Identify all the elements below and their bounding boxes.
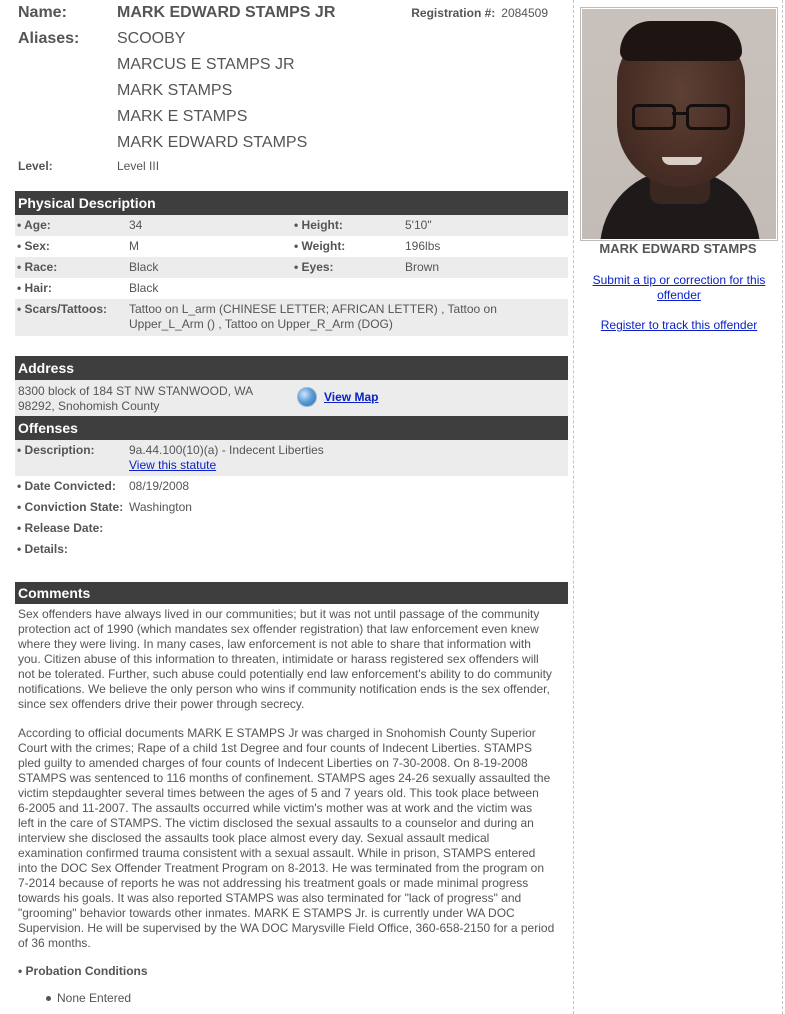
registration-value: 2084509 (501, 6, 548, 20)
comment-line: where they were living. In many cases, law enforcement is not able to share that information with (18, 637, 531, 651)
comment-line: notifications. We believe the only person who wins if community notification ends is the sex offender, (18, 682, 550, 696)
glasses-lens-right (686, 104, 730, 130)
address-line: 8300 block of 184 ST NW STANWOOD, WA (18, 384, 254, 398)
scars-line: Upper_L_Arm () , Tattoo on Upper_R_Arm (DOG) (129, 317, 393, 331)
age-height-row (15, 215, 568, 236)
photo-caption: MARK EDWARD STAMPS (599, 241, 757, 256)
comment-line: examination confirmed trauma consistent with a sexual assault. While in prison, STAMPS entered (18, 846, 536, 860)
weight-label: • Weight: (294, 239, 346, 253)
registration-number (411, 6, 548, 20)
comment-line: According to official documents MARK E STAMPS Jr was charged in Snohomish County Superior (18, 726, 536, 740)
description-label: • Description: (17, 443, 95, 457)
comment-line: Sex offenders have always lived in our communities; but it was not until passage of the community (18, 607, 540, 621)
height-label: • Height: (294, 218, 343, 232)
offender-name: MARK EDWARD STAMPS JR (117, 4, 336, 21)
date-convicted-value: 08/19/2008 (129, 479, 190, 493)
conviction-state-row (15, 497, 568, 518)
eyes-label: • Eyes: (294, 260, 334, 274)
comments-body (15, 604, 568, 951)
age-label: • Age: (17, 218, 51, 232)
comment-line: left in the care of STAMPS. The victim disclosed the sexual assaults to a counselor and during an (18, 816, 534, 830)
register-track-link[interactable]: Register to track this offender (600, 318, 758, 332)
eyes-value: Brown (405, 260, 440, 274)
details-row (15, 539, 568, 560)
conviction-state-label: • Conviction State: (17, 500, 124, 514)
description-value (129, 443, 324, 473)
address-text (18, 384, 253, 414)
submit-tip-line: offender (657, 288, 701, 302)
photo-mouth (662, 157, 702, 165)
comment-line: into the DOC Sex Offender Treatment Program on 8-2013. He was terminated from the program on (18, 861, 545, 875)
submit-tip-link[interactable] (593, 273, 766, 302)
level-row (18, 159, 159, 173)
sex-weight-row (15, 236, 568, 257)
view-statute-link[interactable]: View this statute (129, 458, 217, 472)
physical-description-section (15, 191, 568, 336)
comment-line: 6-2005 and 11-2007. The assaults occurred while victim's mother was at work and the victim was (18, 801, 533, 815)
view-map-link[interactable]: View Map (324, 390, 379, 404)
comments-paragraph-2 (18, 726, 565, 951)
physical-description-title: Physical Description (15, 191, 568, 215)
alias-item: MARK STAMPS (117, 82, 233, 99)
address-row (15, 380, 568, 416)
race-eyes-row (15, 257, 568, 278)
alias-item: SCOOBY (117, 30, 186, 47)
sex-label: • Sex: (17, 239, 50, 253)
scars-row (15, 299, 568, 336)
aliases-label: Aliases: (18, 30, 80, 47)
sidebar (573, 0, 783, 1014)
comment-line: not be tolerated. Further, such abuse could potentially end law enforcement's ability to do community (18, 667, 552, 681)
comment-line: Court with the crimes; Rape of a child 1st Degree and four counts of Indecent Liberties. STAMPS (18, 741, 533, 755)
hair-value: Black (129, 281, 159, 295)
scars-line: Tattoo on L_arm (CHINESE LETTER; AFRICAN LETTER) , Tattoo on (129, 302, 497, 316)
hair-row (15, 278, 568, 299)
alias-item: MARK EDWARD STAMPS (117, 134, 308, 151)
release-date-label: • Release Date: (17, 521, 104, 535)
probation-item-text: None Entered (57, 991, 132, 1005)
name-row (15, 0, 568, 26)
comment-line: Supervision. He will be supervised by the WA DOC Marysville Field Office, 360-658-2150 for a period (18, 921, 555, 935)
offense-description: 9a.44.100(10)(a) - Indecent Liberties (129, 443, 324, 457)
comments-section (15, 582, 568, 1005)
probation-conditions-label: • Probation Conditions (18, 964, 148, 978)
comment-line: pled guilty to amended charges of four counts of Indecent Liberties on 7-30-2008. On 8-19-2008 (18, 756, 528, 770)
comment-line: STAMPS was sentenced to 116 months of confinement. STAMPS ages 24-26 sexually assaulted the (18, 771, 551, 785)
bullet-icon (46, 996, 51, 1001)
registration-label: Registration #: (411, 6, 496, 20)
alias-item: MARK E STAMPS (117, 108, 248, 125)
comment-line: "grooming" behavior towards other inmates. MARK E STAMPS Jr. is currently under WA DOC (18, 906, 515, 920)
photo-hair (620, 21, 742, 61)
release-date-row (15, 518, 568, 539)
glasses-bridge (672, 112, 688, 115)
address-title: Address (15, 356, 568, 380)
aliases-block (15, 26, 568, 156)
offender-photo-image (582, 9, 776, 239)
race-value: Black (129, 260, 159, 274)
address-line: 98292, Snohomish County (18, 399, 160, 413)
glasses-lens-left (632, 104, 676, 130)
age-value: 34 (129, 218, 143, 232)
hair-label: • Hair: (17, 281, 52, 295)
alias-item: MARCUS E STAMPS JR (117, 56, 295, 73)
description-row (15, 440, 568, 476)
comment-line: of 36 months. (18, 936, 91, 950)
submit-tip-line: Submit a tip or correction for this (592, 273, 766, 287)
address-section (15, 356, 568, 416)
comment-line: since sex offenders drive their power through secrecy. (18, 697, 305, 711)
globe-icon[interactable] (297, 387, 317, 407)
comment-line: towards his goals. It was also reported STAMPS was also terminated for "lack of progress" and (18, 891, 522, 905)
register-link-wrap (584, 318, 774, 333)
weight-value: 196lbs (405, 239, 441, 253)
height-value: 5'10" (405, 218, 432, 232)
date-convicted-label: • Date Convicted: (17, 479, 116, 493)
submit-tip-link-wrap (584, 273, 774, 303)
level-value: Level III (117, 159, 160, 173)
date-convicted-row (15, 476, 568, 497)
comments-title: Comments (15, 582, 568, 604)
offenses-section (15, 416, 568, 560)
comment-line: you. Citizen abuse of this information to threaten, intimidate or harass registered sex offenders will (18, 652, 539, 666)
level-label: Level: (18, 159, 53, 173)
scars-value (129, 302, 497, 332)
comments-paragraph-1 (18, 607, 565, 712)
scars-label: • Scars/Tattoos: (17, 302, 107, 316)
conviction-state-value: Washington (129, 500, 192, 514)
name-label: Name: (18, 4, 67, 21)
sex-value: M (129, 239, 139, 253)
offenses-title: Offenses (15, 416, 568, 440)
offender-photo (580, 7, 778, 241)
comment-line: interview she disclosed the assaults took place almost every day. Sexual assault medical (18, 831, 490, 845)
offender-details (15, 0, 568, 1005)
race-label: • Race: (17, 260, 58, 274)
details-label: • Details: (17, 542, 68, 556)
comment-line: victim stepdaughter several times between the ages of 5 and 7 years old. This took place between (18, 786, 539, 800)
comment-line: 7-2014 because of reports he was not addressing his treatment goals or made minimal progress (18, 876, 529, 890)
comment-line: protection act of 1990 (which mandates sex offender registration) that law enforcement even knew (18, 622, 539, 636)
probation-item (46, 991, 131, 1005)
